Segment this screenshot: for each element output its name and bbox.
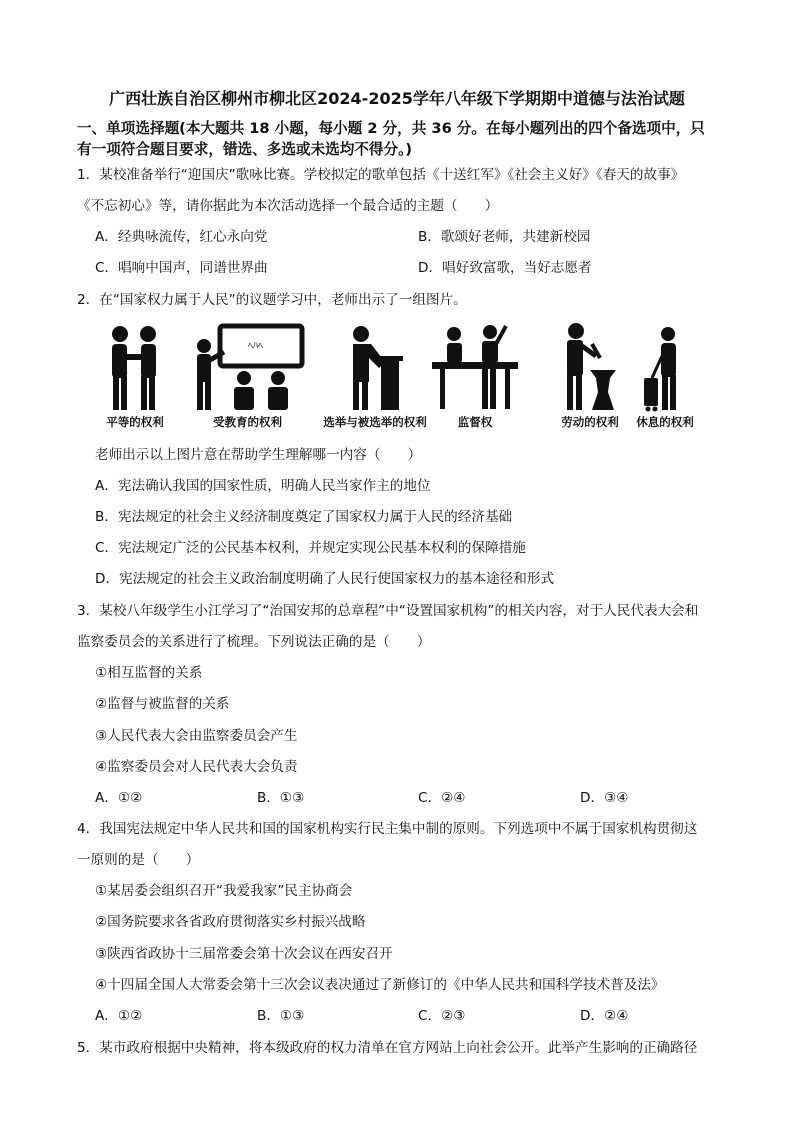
q2-option-b: B．宪法规定的社会主义经济制度奠定了国家权力属于人民的经济基础	[95, 509, 513, 525]
q1-option-c: C．唱响中国声，同谱世界曲	[95, 260, 268, 276]
q4-statement-2: ②国务院要求各省政府贯彻落实乡村振兴战略	[95, 914, 366, 930]
q3-statement-1: ①相互监督的关系	[95, 665, 203, 681]
q3-statement-3: ③人民代表大会由监察委员会产生	[95, 728, 298, 744]
q2-option-d: D．宪法规定的社会主义政治制度明确了人民行使国家权力的基本途径和形式	[95, 571, 555, 587]
section-heading-line1: 一、单项选择题(本大题共 18 小题，每小题 2 分，共 36 分。在每小题列出的四个备选项中，只	[77, 120, 705, 137]
figure-supervision	[430, 322, 520, 434]
q3-stem-line1: 3．某校八年级学生小江学习了“治国安邦的总章程”中“设置国家机构”的相关内容，对于人民代表大会和	[77, 603, 699, 619]
travel-pictogram	[640, 322, 690, 412]
q4-statement-1: ①某居委会组织召开“我爱我家”民主协商会	[95, 883, 353, 899]
q3-option-a: A．①②	[95, 790, 143, 806]
rights-figures	[100, 322, 700, 434]
figure-rest	[636, 322, 694, 434]
q3-statement-4: ④监察委员会对人民代表大会负责	[95, 759, 298, 775]
figure-caption: 受教育的权利	[213, 415, 282, 429]
q2-stem-line1: 2．在“国家权力属于人民”的议题学习中，老师出示了一组图片。	[77, 292, 467, 308]
q4-option-d: D．②④	[580, 1008, 629, 1024]
q1-option-a: A．经典咏流传，红心永向党	[95, 229, 268, 245]
figure-equal-rights	[100, 322, 170, 434]
q2-stem-line2: 老师出示以上图片意在帮助学生理解哪一内容（ ）	[95, 447, 422, 463]
q4-option-b: B．①③	[257, 1008, 305, 1024]
q4-stem-line2: 一原则的是（ ）	[77, 852, 200, 868]
q4-statement-4: ④十四届全国人大常委会第十三次会议表决通过了新修订的《中华人民共和国科学技术普及法》	[95, 977, 665, 993]
q4-statement-3: ③陕西省政协十三届常委会第十次会议在西安召开	[95, 946, 393, 962]
q3-option-c: C．②④	[418, 790, 466, 806]
q1-option-d: D．唱好致富歌，当好志愿者	[418, 260, 592, 276]
figure-labor	[560, 322, 620, 434]
supervision-pictogram	[430, 322, 520, 412]
figure-election	[323, 322, 427, 434]
q3-statement-2: ②监督与被监督的关系	[95, 696, 230, 712]
q2-option-c: C．宪法规定广泛的公民基本权利，并规定实现公民基本权利的保障措施	[95, 540, 526, 556]
q1-option-b: B．歌颂好老师，共建新校园	[418, 229, 591, 245]
figure-education	[190, 322, 305, 434]
figure-caption: 选举与被选举的权利	[323, 415, 427, 429]
q3-option-b: B．①③	[257, 790, 305, 806]
labor-pictogram	[560, 322, 620, 412]
q4-stem-line1: 4．我国宪法规定中华人民共和国的国家机构实行民主集中制的原则。下列选项中不属于国家机构贯彻这	[77, 821, 698, 837]
figure-caption: 休息的权利	[636, 415, 694, 429]
svg-text:ﾍﾊﾍ: ﾍﾊﾍ	[248, 341, 263, 352]
figure-caption: 监督权	[457, 415, 493, 429]
q3-option-d: D．③④	[580, 790, 629, 806]
q3-stem-line2: 监察委员会的关系进行了梳理。下列说法正确的是（ ）	[77, 634, 431, 650]
q1-stem-line1: 1．某校准备举行“迎国庆”歌咏比赛。学校拟定的歌单包括《十送红军》《社会主义好》《春天的故事》	[77, 167, 685, 183]
q4-option-a: A．①②	[95, 1008, 143, 1024]
figure-caption: 劳动的权利	[561, 415, 619, 429]
figure-caption: 平等的权利	[106, 415, 164, 429]
q5-stem-line1: 5．某市政府根据中央精神，将本级政府的权力清单在官方网站上向社会公开。此举产生影响的正确路径	[77, 1040, 698, 1056]
section-heading-line2: 有一项符合题目要求，错选、多选或未选均不得分。)	[77, 141, 413, 158]
q4-option-c: C．②③	[418, 1008, 466, 1024]
handshake-pictogram	[100, 322, 170, 412]
exam-title: 广西壮族自治区柳州市柳北区2024-2025学年八年级下学期期中道德与法治试题	[109, 89, 685, 108]
voting-pictogram	[345, 322, 405, 412]
q2-option-a: A．宪法确认我国的国家性质，明确人民当家作主的地位	[95, 478, 431, 494]
q1-stem-line2: 《不忘初心》等，请你据此为本次活动选择一个最合适的主题（ ）	[77, 198, 499, 214]
classroom-pictogram	[190, 322, 305, 412]
